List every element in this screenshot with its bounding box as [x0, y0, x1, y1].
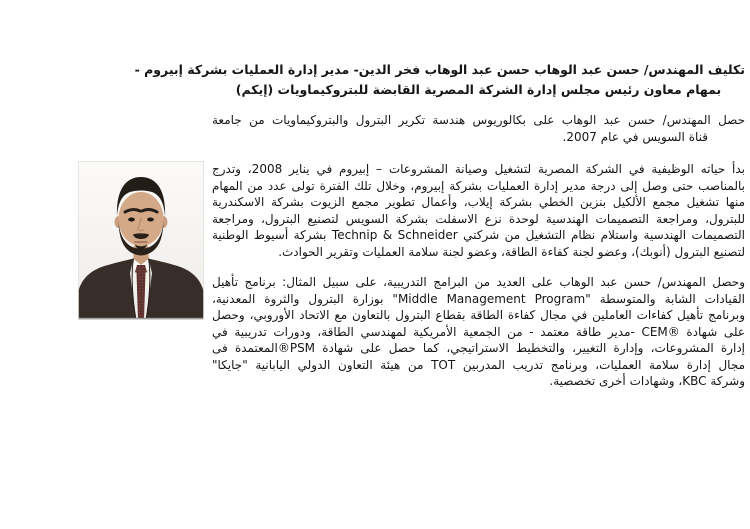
paragraph-career: [212, 161, 745, 260]
portrait-photo: [78, 161, 204, 320]
portrait-eye-right: [128, 218, 135, 222]
text-line: التصميمات الهندسية واستلام نظام التشغيل من شركتي Technip & Schneider بشركة أسيوط الوطنية: [212, 228, 746, 242]
portrait-tie-blade: [137, 273, 146, 320]
text-line: للبترول، ومراجعة التصميمات الهندسية لوحدة نزع الاسفلت بشركة السويس لتصنيع البترول، ومراجعة: [212, 211, 745, 226]
text-line: بالمناصب حتى وصل إلى درجة مدير إدارة العمليات بشركة إبيروم، وخلال تلك الفترة تولى عدد من المهام: [212, 178, 745, 193]
text-line: منها تشغيل مجمع الألكيل بنزين الخطي بشركة إيلاب، وأعمال تطوير مجمع الزيوت بشركة الاسكندرية: [212, 195, 745, 209]
text-line: تكليف المهندس/ حسن عبد الوهاب حسن عبد الوهاب فخر الدين- مدير إدارة العمليات بشركة إبيروم -: [134, 62, 745, 77]
document-title: [134, 60, 745, 100]
biography-text: [134, 60, 746, 390]
text-line: قناة السويس في عام 2007.: [562, 129, 708, 144]
text-line: وحصل المهندس/ حسن عبد الوهاب على العديد من البرامج التدريبية، على سبيل المثال: برنامج تأهيل: [212, 275, 745, 289]
text-line: حصل المهندس/ حسن عبد الوهاب على بكالوريوس هندسة تكرير البترول والبتروكيماويات من جامعة: [212, 113, 745, 127]
text-line: بمهام معاون رئيس مجلس إدارة الشركة المصرية القابضة للبتروكيماويات (إيكم): [235, 82, 722, 97]
text-line: وبرنامج تأهيل كفاءات العاملين في مجال كفاءة الطاقة بقطاع البترول بالتعاون مع الاتحاد الأوروبي، وحصل: [212, 308, 745, 322]
text-line: على شهادة CEM®‎ -مدير طاقة معتمد - من الجمعية الأمريكية لمهندسي الطاقة، ودورات تدريبية في: [212, 324, 745, 339]
text-line: إدارة المشروعات، وإدارة التغيير، والتخطيط الاستراتيجي، كما حصل على شهادة PSM®المعتمدة فى: [212, 341, 745, 355]
text-line: وشركة KBC، وشهادات أخرى تخصصية.: [549, 374, 745, 388]
portrait-illustration: [78, 161, 204, 320]
paragraph-training: [212, 274, 745, 390]
text-line: مجال إدارة سلامة العمليات، وبرنامج تدريب المدربين TOT من هيئة التعاون الدولي اليابانية "جايكا": [212, 357, 745, 372]
portrait-eye-left: [147, 218, 154, 222]
text-line: لتصنيع البترول (أنوبك)، وعضو لجنة كفاءة الطاقة، وعضو لجنة سلامة العمليات وتقرير الحوادث.: [278, 244, 745, 259]
text-line: بدأ حياته الوظيفية في الشركة المصرية لتشغيل وصيانة المشروعات – إبيروم في يناير 2008، وتدرج: [212, 162, 745, 176]
paragraph-education: [212, 112, 745, 145]
text-line: القيادات الشابة والمتوسطة "Middle Management Program" بوزارة البترول والثروة المعدنية،: [212, 291, 745, 306]
